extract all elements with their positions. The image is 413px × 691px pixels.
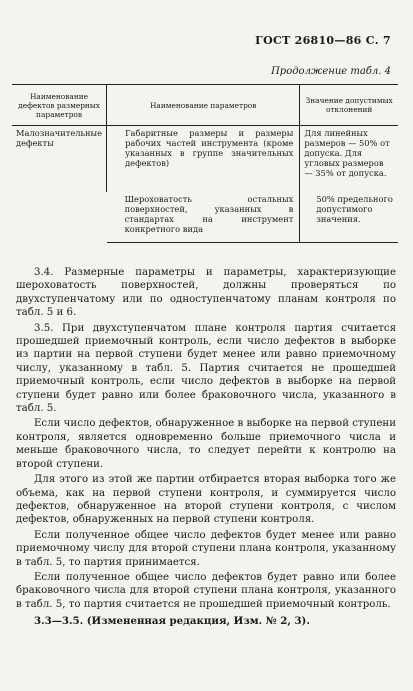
paragraph: Если полученное общее число дефектов будет менее или равно приемочному числу для второй ступени плана контроля, указанному в табл. 5, то партия принимается.: [16, 529, 396, 568]
defect-group-cell: Малозначительные дефекты: [16, 128, 103, 148]
amendment-note: 3.3—3.5. (Измененная редакция, Изм. № 2, 3).: [34, 615, 310, 628]
tolerance-cell: Для линейных размеров — 50% от допуска. Для угловых размеров — 35% от допуска.: [300, 126, 398, 193]
paragraph: Если полученное общее число дефектов будет равно или более браковочного числа для второй ступени плана контроля, указанного в табл. 5, то партия считается не прошедшей приемочный контроль.: [16, 571, 396, 610]
header-tolerance: Значение допустимых отклонений: [300, 85, 398, 126]
parameter-cell: Шероховатость остальных поверхностей, указанных в стандартах на инструмент конкретного вида: [107, 192, 300, 243]
table-continuation-label: Продолжение табл. 4: [271, 66, 391, 77]
parameter-cell: Габаритные размеры и размеры рабочих частей инструмента (кроме указанных в группе значительных дефектов): [107, 126, 300, 193]
paragraph-3-5: 3.5. При двухступенчатом плане контроля партия считается прошедшей приемочный контроль, если число дефектов в выборке из партии на первой ступени будет менее или равно приемочному числу, указанному в табл. 5. Партия считается не прошедшей приемочный контроль, если число дефектов в выборке на первой ступени будет равно или более браковочного числа, указанного в табл. 5.: [16, 322, 396, 415]
paragraph: Для этого из этой же партии отбирается вторая выборка того же объема, как на первой ступени контроля, и суммируется число дефектов, обнаруженное на второй ступени контроля, с числом дефектов, обнаруженных на первой ступени контроля.: [16, 474, 396, 526]
page-header: ГОСТ 26810—86 С. 7: [255, 34, 391, 47]
paragraph-3-4: 3.4. Размерные параметры и параметры, характеризующие шероховатость поверхностей, должны проверяться по двухступенчатому или по одноступенчатому планам контроля по табл. 5 и 6.: [16, 267, 396, 319]
table-header-row: [12, 85, 398, 126]
header-parameter-name: Наименование параметров: [107, 85, 300, 126]
body-text: [16, 266, 396, 631]
tolerance-table: [12, 84, 398, 243]
table-row: [12, 126, 398, 193]
header-defect-name: Наименование дефектов размерных параметров: [12, 85, 107, 126]
tolerance-cell: 50% предельного допустимого значения.: [300, 192, 398, 243]
paragraph: Если число дефектов, обнаруженное в выборке на первой ступени контроля, является одновременно больше приемочного числа и меньше браковочного числа, то следует перейти к контролю на второй ступени.: [16, 418, 396, 470]
